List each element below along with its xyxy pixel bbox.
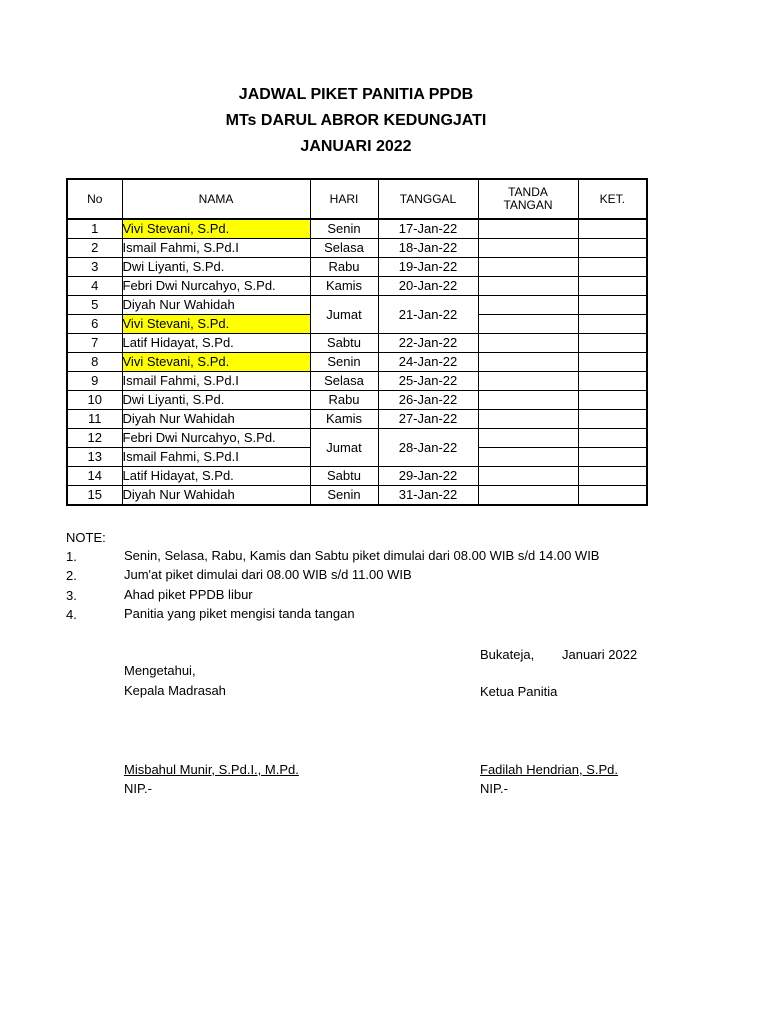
row-day: Kamis [310,410,378,429]
row-day: Rabu [310,391,378,410]
row-number: 14 [67,467,122,486]
row-date: 22-Jan-22 [378,334,478,353]
row-note-cell [578,296,647,315]
table-row [67,239,647,258]
row-number: 9 [67,372,122,391]
row-day: Senin [310,219,378,239]
note-number: 2. [66,568,77,583]
table-header-row [67,179,647,219]
row-name: Vivi Stevani, S.Pd. [122,219,310,239]
row-note-cell [578,467,647,486]
document-title: JADWAL PIKET PANITIA PPDB [238,86,474,103]
schedule-table [66,178,648,506]
note-number: 4. [66,607,77,622]
row-number: 15 [67,486,122,506]
row-note-cell [578,391,647,410]
row-day: Senin [310,353,378,372]
row-signature-cell [478,410,578,429]
signature-place: Bukateja, [480,647,535,662]
row-signature-cell [478,219,578,239]
row-name: Diyah Nur Wahidah [122,486,310,506]
row-signature-cell [478,486,578,506]
row-day: Selasa [310,372,378,391]
row-number: 13 [67,448,122,467]
row-name: Latif Hidayat, S.Pd. [122,467,310,486]
headmaster-nip: NIP.- [124,781,152,796]
table-row [67,219,647,239]
acknowledgement-label: Mengetahui, [124,663,196,678]
row-day: Jumat [310,296,378,334]
row-name: Ismail Fahmi, S.Pd.I [122,448,310,467]
table-row [67,429,647,448]
row-number: 12 [67,429,122,448]
row-note-cell [578,334,647,353]
table-row [67,353,647,372]
table-row [67,296,647,315]
row-name: Vivi Stevani, S.Pd. [122,353,310,372]
note-text: Jum'at piket dimulai dari 08.00 WIB s/d 11.00 WIB [124,567,412,582]
note-number: 1. [66,549,77,564]
row-signature-cell [478,353,578,372]
row-note-cell [578,353,647,372]
row-date: 25-Jan-22 [378,372,478,391]
column-header: HARI [310,179,378,219]
row-signature-cell [478,239,578,258]
table-row [67,277,647,296]
row-number: 11 [67,410,122,429]
column-header: KET. [578,179,647,219]
row-date: 24-Jan-22 [378,353,478,372]
row-date: 29-Jan-22 [378,467,478,486]
note-text: Panitia yang piket mengisi tanda tangan [124,606,355,621]
row-number: 7 [67,334,122,353]
row-date: 31-Jan-22 [378,486,478,506]
row-signature-cell [478,372,578,391]
row-date: 26-Jan-22 [378,391,478,410]
table-row [67,334,647,353]
row-name: Latif Hidayat, S.Pd. [122,334,310,353]
note-label: NOTE: [66,530,106,545]
row-name: Diyah Nur Wahidah [122,410,310,429]
column-header: TANDA TANGAN [478,179,578,219]
row-date: 28-Jan-22 [378,429,478,467]
row-note-cell [578,277,647,296]
row-day: Sabtu [310,467,378,486]
row-name: Ismail Fahmi, S.Pd.I [122,372,310,391]
period-title: JANUARI 2022 [300,138,412,155]
row-day: Kamis [310,277,378,296]
row-name: Dwi Liyanti, S.Pd. [122,391,310,410]
row-signature-cell [478,277,578,296]
row-note-cell [578,410,647,429]
note-number: 3. [66,588,77,603]
row-name: Dwi Liyanti, S.Pd. [122,258,310,277]
row-signature-cell [478,429,578,448]
row-note-cell [578,486,647,506]
note-text: Senin, Selasa, Rabu, Kamis dan Sabtu piket dimulai dari 08.00 WIB s/d 14.00 WIB [124,548,600,563]
column-header: NAMA [122,179,310,219]
row-number: 6 [67,315,122,334]
row-number: 10 [67,391,122,410]
row-signature-cell [478,467,578,486]
row-number: 2 [67,239,122,258]
table-row [67,486,647,506]
row-note-cell [578,429,647,448]
row-note-cell [578,258,647,277]
row-number: 8 [67,353,122,372]
row-date: 20-Jan-22 [378,277,478,296]
row-note-cell [578,448,647,467]
table-row [67,467,647,486]
row-name: Febri Dwi Nurcahyo, S.Pd. [122,277,310,296]
row-day: Sabtu [310,334,378,353]
note-text: Ahad piket PPDB libur [124,587,253,602]
row-name: Ismail Fahmi, S.Pd.I [122,239,310,258]
row-note-cell [578,239,647,258]
row-date: 17-Jan-22 [378,219,478,239]
row-day: Selasa [310,239,378,258]
row-date: 27-Jan-22 [378,410,478,429]
row-number: 1 [67,219,122,239]
row-number: 4 [67,277,122,296]
row-signature-cell [478,334,578,353]
row-date: 19-Jan-22 [378,258,478,277]
column-header: TANGGAL [378,179,478,219]
row-signature-cell [478,315,578,334]
row-note-cell [578,372,647,391]
table-row [67,258,647,277]
row-note-cell [578,315,647,334]
row-date: 18-Jan-22 [378,239,478,258]
row-number: 5 [67,296,122,315]
row-name: Vivi Stevani, S.Pd. [122,315,310,334]
committee-chair-name: Fadilah Hendrian, S.Pd. [480,762,619,777]
row-number: 3 [67,258,122,277]
table-row [67,410,647,429]
table-row [67,391,647,410]
column-header: No [67,179,122,219]
row-note-cell [578,219,647,239]
signature-date: Januari 2022 [562,647,638,662]
row-day: Rabu [310,258,378,277]
committee-chair-nip: NIP.- [480,781,508,796]
row-signature-cell [478,258,578,277]
row-name: Febri Dwi Nurcahyo, S.Pd. [122,429,310,448]
headmaster-name: Misbahul Munir, S.Pd.I., M.Pd. [124,762,299,777]
committee-chair-title: Ketua Panitia [480,684,558,699]
headmaster-title: Kepala Madrasah [124,683,226,698]
row-day: Jumat [310,429,378,467]
row-signature-cell [478,296,578,315]
row-signature-cell [478,448,578,467]
row-day: Senin [310,486,378,506]
table-row [67,372,647,391]
row-name: Diyah Nur Wahidah [122,296,310,315]
row-date: 21-Jan-22 [378,296,478,334]
school-name: MTs DARUL ABROR KEDUNGJATI [225,112,487,129]
row-signature-cell [478,391,578,410]
